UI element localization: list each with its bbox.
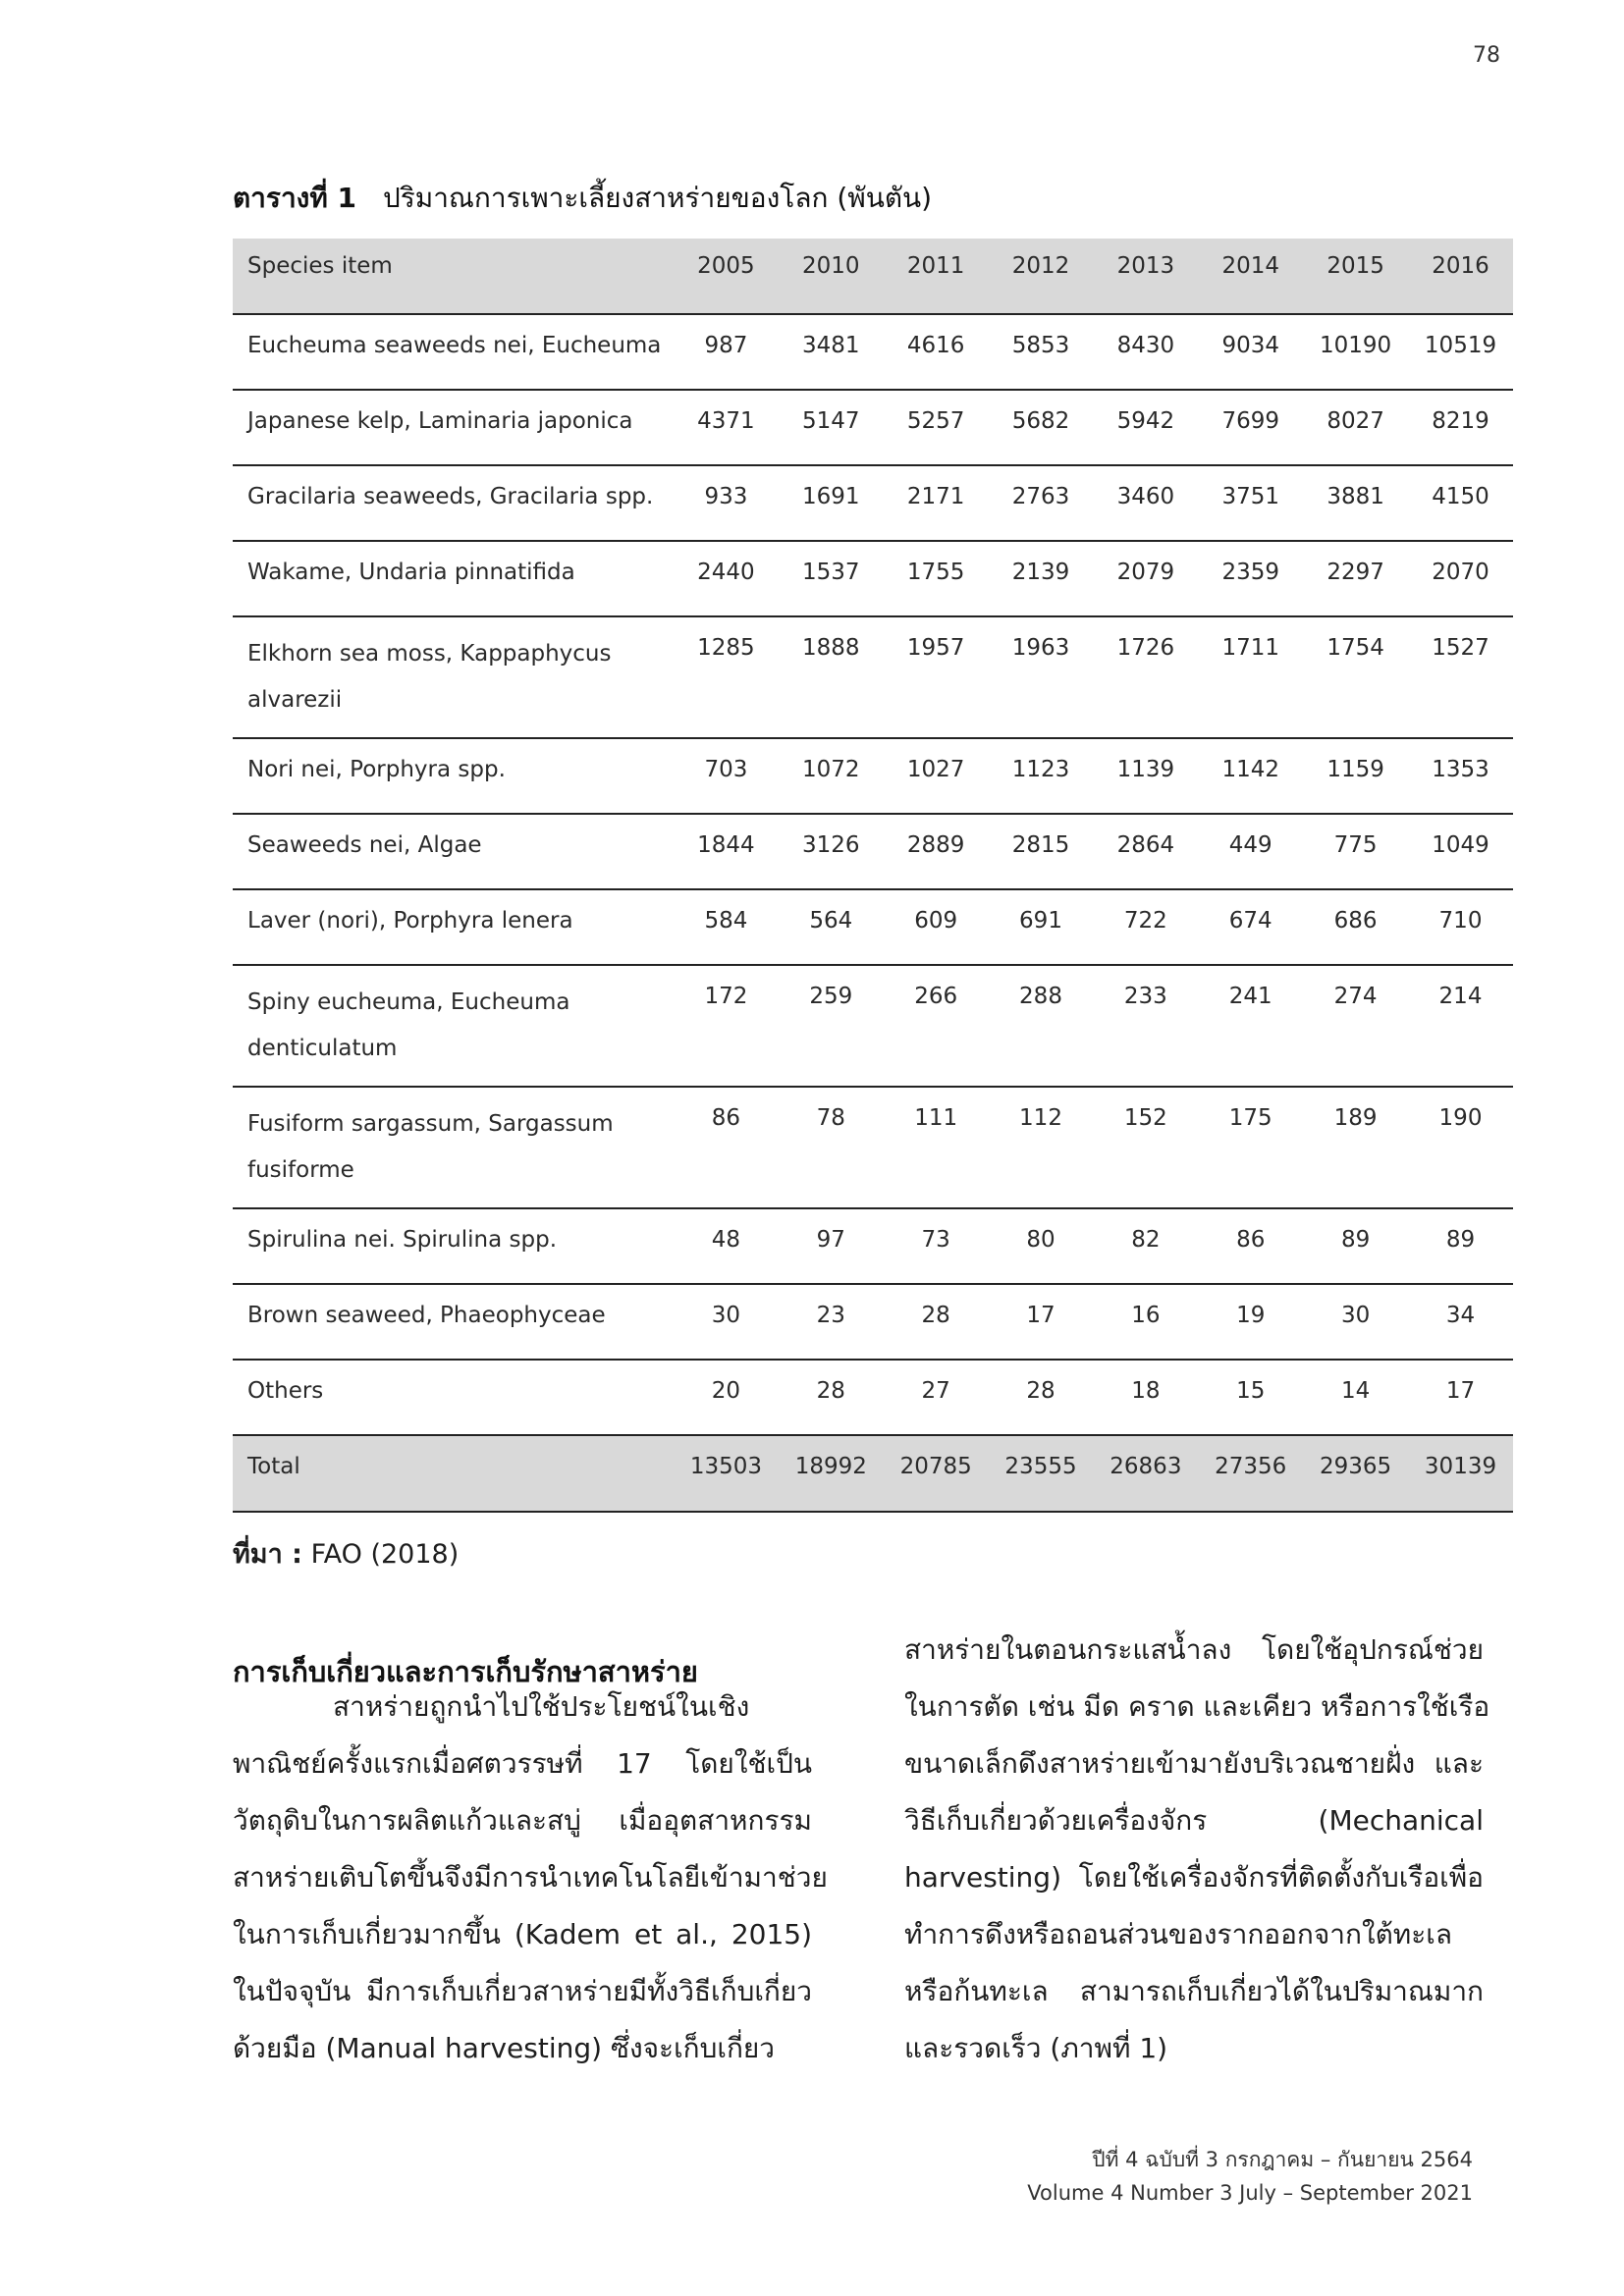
species-cell — [233, 390, 674, 465]
table-row — [233, 1087, 1513, 1208]
value-cell: 1139 — [1093, 738, 1198, 814]
table-row — [233, 314, 1513, 390]
species-name: Gracilaria seaweeds, Gracilaria spp. — [247, 484, 654, 509]
total-value-cell: 30139 — [1408, 1435, 1513, 1512]
value-cell: 1353 — [1408, 738, 1513, 814]
table-row — [233, 541, 1513, 616]
value-cell: 703 — [674, 738, 779, 814]
value-cell: 30 — [674, 1284, 779, 1360]
source-label: ที่มา : — [233, 1539, 302, 1570]
value-cell: 2139 — [989, 541, 1094, 616]
value-cell: 8430 — [1093, 314, 1198, 390]
value-cell: 2815 — [989, 814, 1094, 889]
table-caption-label: ตารางที่ 1 — [233, 182, 357, 214]
value-cell: 2070 — [1408, 541, 1513, 616]
text-line: ทำการดึงหรือถอนส่วนของรากออกจากใต้ทะเล — [904, 1918, 1453, 1950]
text-line: harvesting) โดยใช้เครื่องจักรที่ติดตั้งกับเรือเพื่อ — [904, 1861, 1484, 1894]
total-value-cell: 13503 — [674, 1435, 779, 1512]
value-cell: 710 — [1408, 889, 1513, 965]
journal-footer — [982, 2143, 1473, 2210]
value-cell: 3751 — [1198, 465, 1303, 541]
table-caption-text: ปริมาณการเพาะเลี้ยงสาหร่ายของโลก (พันตัน) — [382, 182, 933, 214]
value-cell: 17 — [1408, 1360, 1513, 1435]
value-cell: 691 — [989, 889, 1094, 965]
value-cell: 4150 — [1408, 465, 1513, 541]
species-name: Japanese kelp, Laminaria japonica — [247, 408, 633, 434]
total-value-cell: 27356 — [1198, 1435, 1303, 1512]
value-cell: 175 — [1198, 1087, 1303, 1208]
species-name: Spirulina nei. Spirulina spp. — [247, 1227, 558, 1253]
value-cell: 3881 — [1303, 465, 1408, 541]
table-source — [233, 1532, 459, 1575]
species-name-continued: alvarezii — [247, 687, 343, 713]
species-name: Elkhorn sea moss, Kappaphycus — [247, 641, 612, 667]
table-total-row — [233, 1435, 1513, 1512]
value-cell: 933 — [674, 465, 779, 541]
table-row — [233, 889, 1513, 965]
value-cell: 17 — [989, 1284, 1094, 1360]
value-cell: 1711 — [1198, 616, 1303, 738]
header-cell: 2013 — [1093, 239, 1198, 314]
value-cell: 4616 — [884, 314, 989, 390]
value-cell: 27 — [884, 1360, 989, 1435]
value-cell: 86 — [1198, 1208, 1303, 1284]
species-cell — [233, 889, 674, 965]
value-cell: 7699 — [1198, 390, 1303, 465]
species-cell — [233, 1360, 674, 1435]
species-cell — [233, 1284, 674, 1360]
value-cell: 111 — [884, 1087, 989, 1208]
header-cell: 2014 — [1198, 239, 1303, 314]
text-line: ด้วยมือ (Manual harvesting) ซึ่งจะเก็บเกี่ยว — [233, 2032, 776, 2064]
value-cell: 172 — [674, 965, 779, 1087]
value-cell: 2297 — [1303, 541, 1408, 616]
page-number: 78 — [1473, 43, 1500, 68]
value-cell: 1049 — [1408, 814, 1513, 889]
value-cell: 1285 — [674, 616, 779, 738]
value-cell: 1726 — [1093, 616, 1198, 738]
source-text: FAO (2018) — [310, 1539, 460, 1570]
seaweed-production-table — [233, 239, 1513, 1513]
species-cell — [233, 465, 674, 541]
table-caption — [233, 177, 932, 220]
table-row — [233, 1360, 1513, 1435]
value-cell: 564 — [779, 889, 884, 965]
value-cell: 274 — [1303, 965, 1408, 1087]
value-cell: 2440 — [674, 541, 779, 616]
header-cell: 2010 — [779, 239, 884, 314]
total-value-cell: 20785 — [884, 1435, 989, 1512]
value-cell: 241 — [1198, 965, 1303, 1087]
text-line: สาหร่ายในตอนกระแสน้ำลง โดยใช้อุปกรณ์ช่วย — [904, 1633, 1484, 1666]
header-cell: 2015 — [1303, 239, 1408, 314]
value-cell: 10519 — [1408, 314, 1513, 390]
value-cell: 5257 — [884, 390, 989, 465]
value-cell: 16 — [1093, 1284, 1198, 1360]
species-cell — [233, 738, 674, 814]
value-cell: 1754 — [1303, 616, 1408, 738]
value-cell: 449 — [1198, 814, 1303, 889]
total-value-cell: 18992 — [779, 1435, 884, 1512]
table-row — [233, 616, 1513, 738]
table-row — [233, 1208, 1513, 1284]
text-line: วิธีเก็บเกี่ยวด้วยเครื่องจักร (Mechanical — [904, 1804, 1484, 1837]
species-name: Brown seaweed, Phaeophyceae — [247, 1303, 606, 1328]
value-cell: 97 — [779, 1208, 884, 1284]
value-cell: 1027 — [884, 738, 989, 814]
table-body — [233, 314, 1513, 1512]
table-row — [233, 390, 1513, 465]
value-cell: 1691 — [779, 465, 884, 541]
species-cell — [233, 314, 674, 390]
text-line: วัตถุดิบในการผลิตแก้วและสบู่ เมื่ออุตสาหกรรม — [233, 1804, 812, 1837]
value-cell: 48 — [674, 1208, 779, 1284]
text-line: หรือก้นทะเล สามารถเก็บเกี่ยวได้ในปริมาณมาก — [904, 1975, 1484, 2007]
value-cell: 233 — [1093, 965, 1198, 1087]
value-cell: 3460 — [1093, 465, 1198, 541]
species-name: Others — [247, 1378, 324, 1404]
table-row — [233, 465, 1513, 541]
value-cell: 80 — [989, 1208, 1094, 1284]
text-line: และรวดเร็ว (ภาพที่ 1) — [904, 2032, 1168, 2064]
value-cell: 34 — [1408, 1284, 1513, 1360]
value-cell: 5682 — [989, 390, 1094, 465]
value-cell: 1844 — [674, 814, 779, 889]
value-cell: 5147 — [779, 390, 884, 465]
value-cell: 2763 — [989, 465, 1094, 541]
value-cell: 1142 — [1198, 738, 1303, 814]
species-cell — [233, 1087, 674, 1208]
value-cell: 987 — [674, 314, 779, 390]
footer-english: Volume 4 Number 3 July – September 2021 — [1027, 2181, 1473, 2205]
table-row — [233, 738, 1513, 814]
value-cell: 2079 — [1093, 541, 1198, 616]
value-cell: 609 — [884, 889, 989, 965]
text-line: สาหร่ายเติบโตขึ้นจึงมีการนำเทคโนโลยีเข้ามาช่วย — [233, 1861, 828, 1894]
species-name: Laver (nori), Porphyra lenera — [247, 908, 573, 934]
species-name: Fusiform sargassum, Sargassum — [247, 1111, 614, 1137]
species-name: Wakame, Undaria pinnatifida — [247, 560, 575, 585]
table-row — [233, 1284, 1513, 1360]
value-cell: 112 — [989, 1087, 1094, 1208]
header-cell: 2005 — [674, 239, 779, 314]
value-cell: 14 — [1303, 1360, 1408, 1435]
value-cell: 30 — [1303, 1284, 1408, 1360]
value-cell: 1755 — [884, 541, 989, 616]
text-line: ในการเก็บเกี่ยวมากขึ้น (Kadem et al., 2015) — [233, 1918, 812, 1950]
value-cell: 20 — [674, 1360, 779, 1435]
value-cell: 1963 — [989, 616, 1094, 738]
body-text-left-column — [233, 1679, 828, 2077]
value-cell: 89 — [1408, 1208, 1513, 1284]
value-cell: 1072 — [779, 738, 884, 814]
table-header-row — [233, 239, 1513, 314]
table-row — [233, 814, 1513, 889]
species-cell — [233, 965, 674, 1087]
body-text-right-column — [904, 1622, 1490, 2077]
footer-thai: ปีที่ 4 ฉบับที่ 3 กรกฎาคม – กันยายน 2564 — [1092, 2148, 1473, 2171]
species-name: Eucheuma seaweeds nei, Eucheuma — [247, 333, 662, 358]
value-cell: 86 — [674, 1087, 779, 1208]
value-cell: 78 — [779, 1087, 884, 1208]
value-cell: 2171 — [884, 465, 989, 541]
value-cell: 259 — [779, 965, 884, 1087]
value-cell: 28 — [884, 1284, 989, 1360]
value-cell: 4371 — [674, 390, 779, 465]
value-cell: 19 — [1198, 1284, 1303, 1360]
value-cell: 10190 — [1303, 314, 1408, 390]
section-heading: การเก็บเกี่ยวและการเก็บรักษาสาหร่าย — [233, 1655, 698, 1688]
value-cell: 1159 — [1303, 738, 1408, 814]
value-cell: 73 — [884, 1208, 989, 1284]
value-cell: 23 — [779, 1284, 884, 1360]
value-cell: 28 — [989, 1360, 1094, 1435]
value-cell: 3126 — [779, 814, 884, 889]
value-cell: 2864 — [1093, 814, 1198, 889]
total-value-cell: 23555 — [989, 1435, 1094, 1512]
text-line: พาณิชย์ครั้งแรกเมื่อศตวรรษที่ 17 โดยใช้เป็น — [233, 1747, 812, 1780]
total-value-cell: 26863 — [1093, 1435, 1198, 1512]
value-cell: 5853 — [989, 314, 1094, 390]
value-cell: 1527 — [1408, 616, 1513, 738]
value-cell: 288 — [989, 965, 1094, 1087]
value-cell: 89 — [1303, 1208, 1408, 1284]
value-cell: 18 — [1093, 1360, 1198, 1435]
species-cell — [233, 814, 674, 889]
species-name: Spiny eucheuma, Eucheuma — [247, 989, 570, 1015]
text-line: ขนาดเล็กดึงสาหร่ายเข้ามายังบริเวณชายฝั่ง และ — [904, 1747, 1484, 1780]
value-cell: 8027 — [1303, 390, 1408, 465]
value-cell: 3481 — [779, 314, 884, 390]
header-cell: 2016 — [1408, 239, 1513, 314]
value-cell: 1123 — [989, 738, 1094, 814]
value-cell: 775 — [1303, 814, 1408, 889]
text-line: ในปัจจุบัน มีการเก็บเกี่ยวสาหร่ายมีทั้งวิธีเก็บเกี่ยว — [233, 1975, 812, 2007]
value-cell: 2359 — [1198, 541, 1303, 616]
value-cell: 15 — [1198, 1360, 1303, 1435]
total-value-cell: 29365 — [1303, 1435, 1408, 1512]
value-cell: 82 — [1093, 1208, 1198, 1284]
value-cell: 214 — [1408, 965, 1513, 1087]
value-cell: 8219 — [1408, 390, 1513, 465]
total-label: Total — [233, 1435, 674, 1512]
table-row — [233, 965, 1513, 1087]
value-cell: 152 — [1093, 1087, 1198, 1208]
value-cell: 5942 — [1093, 390, 1198, 465]
value-cell: 1957 — [884, 616, 989, 738]
value-cell: 686 — [1303, 889, 1408, 965]
value-cell: 1537 — [779, 541, 884, 616]
value-cell: 2889 — [884, 814, 989, 889]
text-line: ในการตัด เช่น มีด คราด และเคียว หรือการใช้เรือ — [904, 1690, 1490, 1723]
species-name: Nori nei, Porphyra spp. — [247, 757, 506, 782]
species-name-continued: fusiforme — [247, 1157, 354, 1183]
species-name-continued: denticulatum — [247, 1036, 398, 1061]
header-cell: 2012 — [989, 239, 1094, 314]
value-cell: 584 — [674, 889, 779, 965]
value-cell: 1888 — [779, 616, 884, 738]
value-cell: 190 — [1408, 1087, 1513, 1208]
text-line: สาหร่ายถูกนำไปใช้ประโยชน์ในเชิง — [333, 1690, 750, 1723]
value-cell: 674 — [1198, 889, 1303, 965]
species-name: Seaweeds nei, Algae — [247, 832, 482, 858]
species-cell — [233, 616, 674, 738]
species-cell — [233, 1208, 674, 1284]
species-cell — [233, 541, 674, 616]
header-cell: 2011 — [884, 239, 989, 314]
value-cell: 266 — [884, 965, 989, 1087]
value-cell: 9034 — [1198, 314, 1303, 390]
header-cell: Species item — [233, 239, 674, 314]
value-cell: 189 — [1303, 1087, 1408, 1208]
value-cell: 28 — [779, 1360, 884, 1435]
value-cell: 722 — [1093, 889, 1198, 965]
